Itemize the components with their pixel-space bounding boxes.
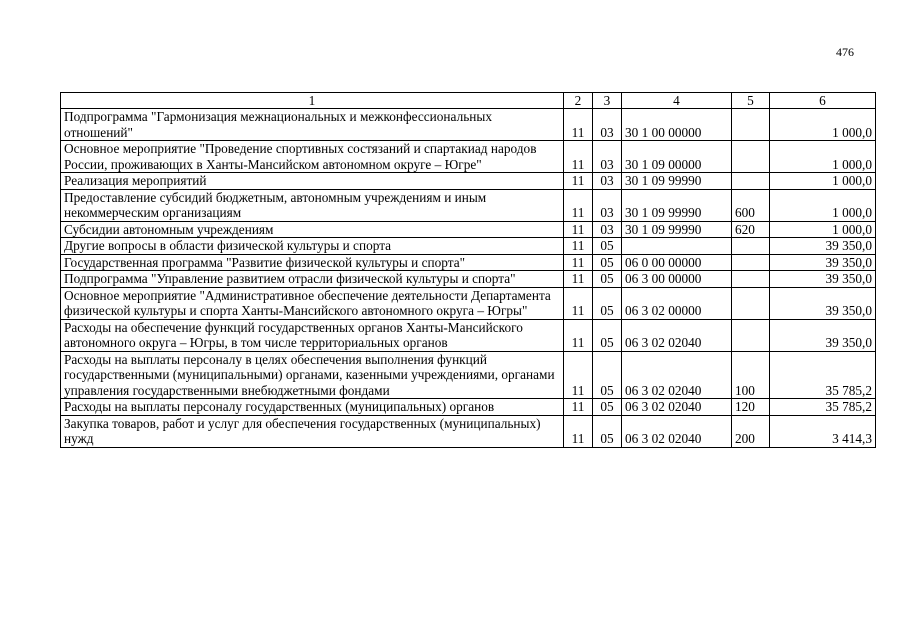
page-number: 476 (836, 45, 854, 59)
table-row (61, 109, 876, 141)
table-row (61, 254, 876, 271)
row-description: Подпрограмма "Управление развитием отрасли физической культуры и спорта" (61, 271, 564, 288)
target-article-code: 06 3 02 02040 (622, 415, 732, 447)
section-code: 11 (564, 271, 593, 288)
expense-type-code (732, 173, 770, 190)
table-row (61, 141, 876, 173)
target-article-code: 30 1 09 99990 (622, 173, 732, 190)
subsection-code: 05 (593, 351, 622, 399)
row-description: Подпрограмма "Гармонизация межнациональных и межконфессиональных отношений" (61, 109, 564, 141)
table-row (61, 221, 876, 238)
amount: 1 000,0 (770, 221, 876, 238)
row-description: Расходы на выплаты персоналу государственных (муниципальных) органов (61, 399, 564, 416)
table-row (61, 287, 876, 319)
section-code: 11 (564, 351, 593, 399)
table-row (61, 238, 876, 255)
amount: 39 350,0 (770, 271, 876, 288)
row-description: Основное мероприятие "Проведение спортивных состязаний и спартакиад народов России, проживающих в Ханты-Мансийском автономном округе – Югре" (61, 141, 564, 173)
target-article-code: 06 3 00 00000 (622, 271, 732, 288)
section-code: 11 (564, 319, 593, 351)
table-row (61, 173, 876, 190)
target-article-code (622, 238, 732, 255)
amount: 1 000,0 (770, 141, 876, 173)
row-description: Закупка товаров, работ и услуг для обеспечения государственных (муниципальных) нужд (61, 415, 564, 447)
expense-type-code (732, 319, 770, 351)
table-row (61, 399, 876, 416)
column-header-4: 4 (622, 93, 732, 109)
expense-type-code (732, 141, 770, 173)
row-description: Субсидии автономным учреждениям (61, 221, 564, 238)
section-code: 11 (564, 173, 593, 190)
subsection-code: 05 (593, 271, 622, 288)
target-article-code: 06 3 02 02040 (622, 399, 732, 416)
amount: 3 414,3 (770, 415, 876, 447)
target-article-code: 06 3 02 00000 (622, 287, 732, 319)
row-description: Государственная программа "Развитие физической культуры и спорта" (61, 254, 564, 271)
header-row (61, 93, 876, 109)
subsection-code: 05 (593, 254, 622, 271)
row-description: Другие вопросы в области физической культуры и спорта (61, 238, 564, 255)
row-description: Основное мероприятие "Административное обеспечение деятельности Департамента физической культуры и спорта Ханты-Мансийского автономного округа – Югры" (61, 287, 564, 319)
amount: 1 000,0 (770, 173, 876, 190)
expense-type-code: 100 (732, 351, 770, 399)
section-code: 11 (564, 415, 593, 447)
subsection-code: 05 (593, 415, 622, 447)
subsection-code: 05 (593, 319, 622, 351)
column-header-3: 3 (593, 93, 622, 109)
expense-type-code (732, 109, 770, 141)
row-description: Реализация мероприятий (61, 173, 564, 190)
subsection-code: 03 (593, 221, 622, 238)
target-article-code: 30 1 09 00000 (622, 141, 732, 173)
table-row (61, 351, 876, 399)
column-header-2: 2 (564, 93, 593, 109)
target-article-code: 30 1 09 99990 (622, 189, 732, 221)
table-row (61, 189, 876, 221)
target-article-code: 06 3 02 02040 (622, 351, 732, 399)
table-body (61, 109, 876, 448)
amount: 35 785,2 (770, 351, 876, 399)
expense-type-code: 120 (732, 399, 770, 416)
amount: 1 000,0 (770, 109, 876, 141)
column-header-5: 5 (732, 93, 770, 109)
expense-type-code (732, 287, 770, 319)
target-article-code: 30 1 09 99990 (622, 221, 732, 238)
subsection-code: 03 (593, 173, 622, 190)
row-description: Предоставление субсидий бюджетным, автономным учреждениям и иным некоммерческим организациям (61, 189, 564, 221)
subsection-code: 03 (593, 109, 622, 141)
column-header-1: 1 (61, 93, 564, 109)
table-row (61, 319, 876, 351)
target-article-code: 06 3 02 02040 (622, 319, 732, 351)
expense-type-code: 620 (732, 221, 770, 238)
target-article-code: 30 1 00 00000 (622, 109, 732, 141)
budget-table (60, 92, 876, 448)
amount: 1 000,0 (770, 189, 876, 221)
row-description: Расходы на выплаты персоналу в целях обеспечения выполнения функций государственными (муниципальными) органами, казенными учреждениями, органами управления государственными внебюджетными фондами (61, 351, 564, 399)
column-header-6: 6 (770, 93, 876, 109)
section-code: 11 (564, 399, 593, 416)
row-description: Расходы на обеспечение функций государственных органов Ханты-Мансийского автономного округа – Югры, в том числе территориальных органов (61, 319, 564, 351)
expense-type-code: 600 (732, 189, 770, 221)
expense-type-code (732, 271, 770, 288)
amount: 35 785,2 (770, 399, 876, 416)
expense-type-code (732, 238, 770, 255)
table-row (61, 415, 876, 447)
section-code: 11 (564, 254, 593, 271)
section-code: 11 (564, 189, 593, 221)
table-header (61, 93, 876, 109)
subsection-code: 03 (593, 189, 622, 221)
section-code: 11 (564, 238, 593, 255)
subsection-code: 05 (593, 287, 622, 319)
amount: 39 350,0 (770, 254, 876, 271)
subsection-code: 05 (593, 399, 622, 416)
section-code: 11 (564, 109, 593, 141)
subsection-code: 03 (593, 141, 622, 173)
section-code: 11 (564, 287, 593, 319)
amount: 39 350,0 (770, 238, 876, 255)
subsection-code: 05 (593, 238, 622, 255)
amount: 39 350,0 (770, 287, 876, 319)
section-code: 11 (564, 221, 593, 238)
table-row (61, 271, 876, 288)
expense-type-code: 200 (732, 415, 770, 447)
amount: 39 350,0 (770, 319, 876, 351)
section-code: 11 (564, 141, 593, 173)
expense-type-code (732, 254, 770, 271)
target-article-code: 06 0 00 00000 (622, 254, 732, 271)
